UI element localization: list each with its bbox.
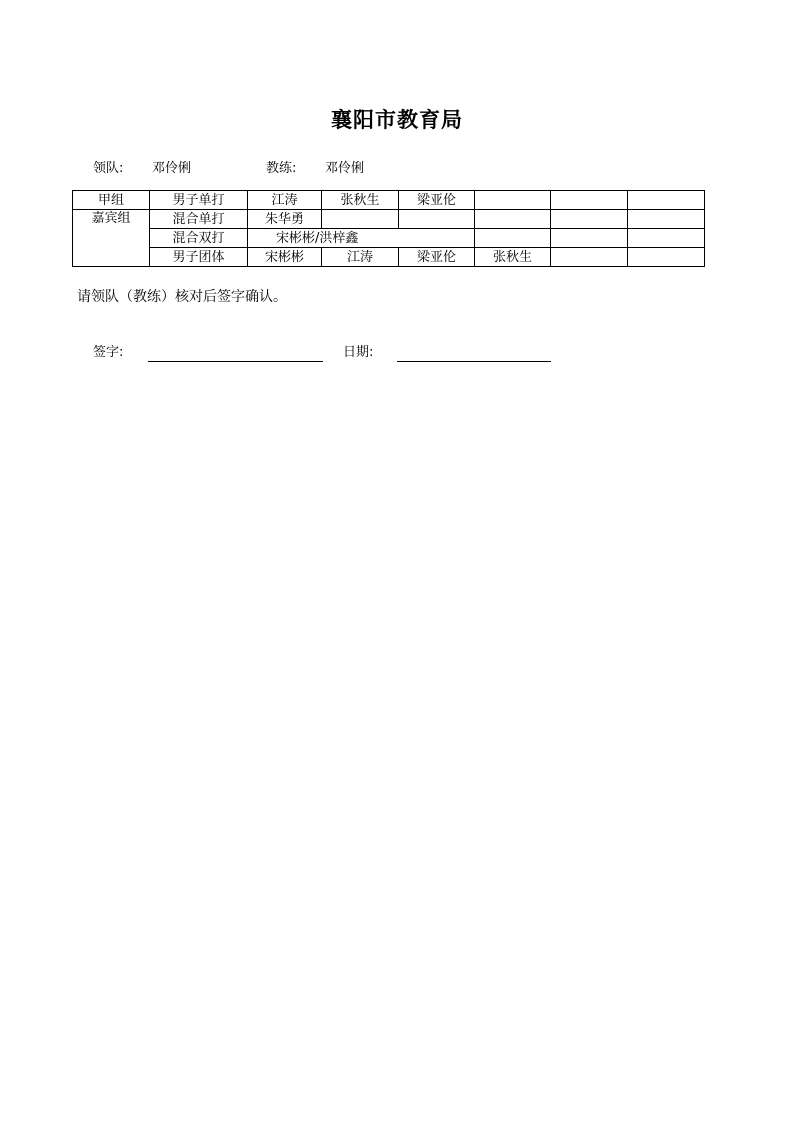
player-cell — [551, 248, 628, 267]
player-cell: 江涛 — [322, 248, 399, 267]
table-row — [73, 229, 705, 248]
table-row — [73, 248, 705, 267]
event-cell: 混合单打 — [150, 210, 248, 229]
player-cell: 梁亚伦 — [399, 191, 475, 210]
confirmation-note: 请领队（教练）核对后签字确认。 — [77, 289, 287, 305]
event-cell: 混合双打 — [150, 229, 248, 248]
player-cell — [475, 210, 551, 229]
player-cell: 江涛 — [248, 191, 322, 210]
player-cell — [628, 248, 705, 267]
page-title: 襄阳市教育局 — [331, 108, 463, 132]
player-cell — [475, 191, 551, 210]
event-cell: 男子团体 — [150, 248, 248, 267]
player-cell — [399, 210, 475, 229]
player-pair-cell: 宋彬彬/洪梓鑫 — [248, 229, 475, 248]
leader-name: 邓伶俐 — [152, 161, 192, 176]
signature-label: 签字: — [93, 345, 124, 360]
coach-label: 教练: — [266, 161, 297, 176]
coach-name: 邓伶俐 — [325, 161, 365, 176]
player-cell — [551, 229, 628, 248]
signature-line[interactable] — [148, 361, 323, 362]
player-cell: 梁亚伦 — [399, 248, 475, 267]
roster-table — [72, 190, 705, 267]
event-cell: 男子单打 — [150, 191, 248, 210]
group-cell: 嘉宾组 — [73, 210, 150, 267]
player-cell: 宋彬彬 — [248, 248, 322, 267]
player-cell: 张秋生 — [322, 191, 399, 210]
table-row — [73, 210, 705, 229]
player-cell — [551, 210, 628, 229]
player-cell — [628, 191, 705, 210]
leader-label: 领队: — [93, 161, 124, 176]
player-cell: 朱华勇 — [248, 210, 322, 229]
date-line[interactable] — [397, 361, 551, 362]
player-cell — [628, 210, 705, 229]
player-cell — [628, 229, 705, 248]
player-cell — [322, 210, 399, 229]
table-row — [73, 191, 705, 210]
player-cell — [551, 191, 628, 210]
group-cell: 甲组 — [73, 191, 150, 210]
date-label: 日期: — [343, 345, 374, 360]
player-cell — [475, 229, 551, 248]
player-cell: 张秋生 — [475, 248, 551, 267]
